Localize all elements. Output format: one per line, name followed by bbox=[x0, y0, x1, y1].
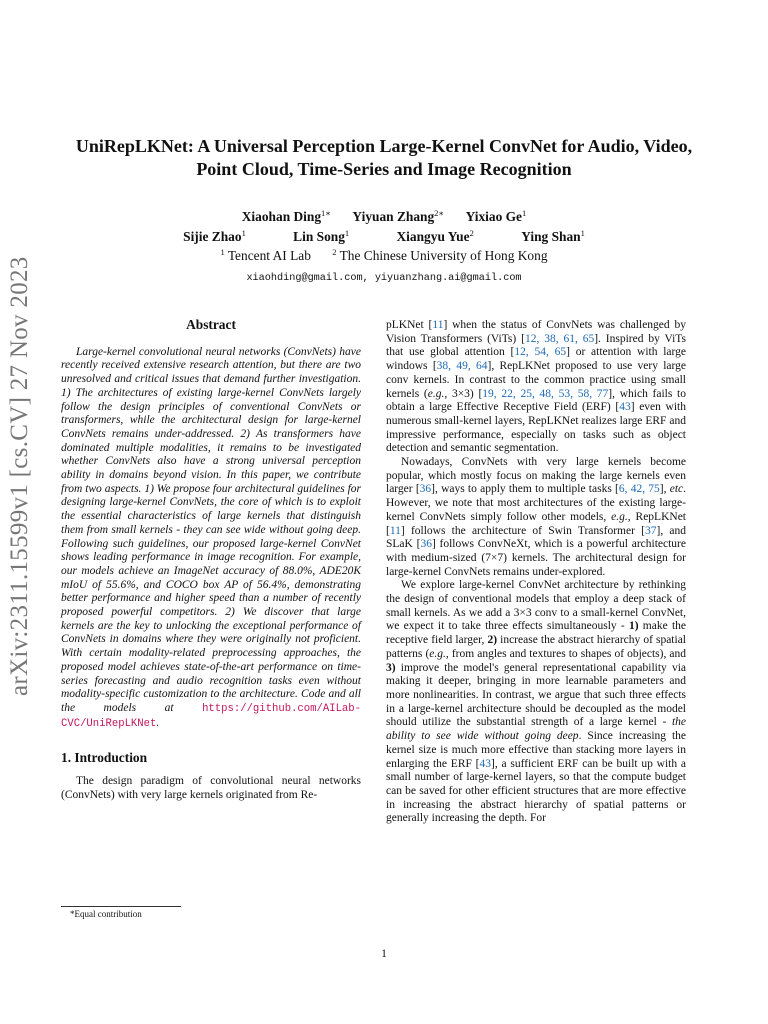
author-sup: 1∗ bbox=[321, 208, 332, 218]
citation-link[interactable]: 38, 49, 64 bbox=[436, 360, 488, 373]
paper-title bbox=[40, 135, 728, 181]
right-column bbox=[386, 319, 686, 826]
author-name: Yixiao Ge bbox=[465, 209, 522, 224]
affiliation-sup: 2 bbox=[332, 247, 337, 257]
author-emails: xiaohding@gmail.com, yiyuanzhang.ai@gmail.com bbox=[246, 272, 522, 284]
author-name: Xiaohan Ding bbox=[241, 209, 322, 224]
abstract-body: Large-kernel convolutional neural networks (ConvNets) have recently received extensive research attention, but there are two unresolved and critical issues that demand further investigation. 1) The architectures of existing large-kernel ConvNets largely follow the design principles of conventional ConvNets or transformers, while the architectural design for large-kernel ConvNets remains under-addressed. 2) As transformers have dominated multiple modalities, it remains to be investigated whether ConvNets also have a strong universal perception ability in domains beyond vision. In this paper, we contribute from two aspects. 1) We propose four architectural guidelines for designing large-kernel ConvNets, the core of which is to exploit the essential characteristics of large kernels that distinguish them from small kernels - they can see wide without going deep. Following such guidelines, our proposed large-kernel ConvNet shows leading performance in image recognition. For example, our models achieve an ImageNet accuracy of 88.0%, ADE20K mIoU of 55.6%, and COCO box AP of 56.4%, demonstrating better performance and higher speed than a number of recently proposed powerful competitors. 2) We discover that large kernels are the key to unlocking the exceptional performance of ConvNets in domains where they were originally not proficient. With certain modality-related preprocessing approaches, the proposed model achieves state-of-the-art performance on time-series forecasting and audio recognition tasks even without modality-specific customization to the architecture. Code and all the models at bbox=[61, 345, 361, 714]
citation-link[interactable]: 12, 38, 61, 65 bbox=[524, 332, 595, 345]
abstract-heading: Abstract bbox=[186, 317, 236, 332]
section-heading-introduction: 1. Introduction bbox=[61, 750, 148, 766]
affiliations bbox=[40, 246, 728, 266]
citation-link[interactable]: 43 bbox=[479, 757, 491, 770]
affiliation-sup: 1 bbox=[220, 247, 225, 257]
title-line-2: Point Cloud, Time-Series and Image Recognition bbox=[196, 159, 572, 179]
citation-link[interactable]: 11 bbox=[432, 319, 444, 331]
body-paragraph: We explore large-kernel ConvNet architecture by rethinking the design of conventional models that employ a deep stack of small kernels. As we add a 3×3 conv to a small-kernel ConvNet, we expect it to take three effects simultaneously - 1) make the receptive field larger, 2) increase the abstract hierarchy of spatial patterns (e.g., from angles and textures to shapes of objects), and 3) improve the model's general representational capability via making it deeper, bringing in more learnable parameters and more nonlinearities. In contrast, we argue that such three effects in a large-kernel architecture should be decoupled as the model should utilize the substantial strength of a large kernel - the ability to see wide without going deep. Since increasing the kernel size is much more effective than stacking more layers in enlarging the ERF [43], a sufficient ERF can be built up with a small number of large-kernel layers, so that the compute budget can be saved for other efficient structures that are more effective in increasing the abstract hierarchy of spatial patterns or generally increasing the depth. For bbox=[386, 579, 687, 825]
affiliation-1: Tencent AI Lab bbox=[227, 248, 311, 263]
citation-link[interactable]: 19, 22, 25, 48, 53, 58, 77 bbox=[482, 387, 609, 400]
citation-link[interactable]: 11 bbox=[389, 524, 401, 537]
citation-link[interactable]: 43 bbox=[619, 401, 631, 414]
body-paragraph: pLKNet [11] when the status of ConvNets was challenged by Vision Transformers (ViTs) [12, 38, 61, 65]. Inspired by ViTs that use global attention [12, 54, 65] or attention with large windows [38, 49, 64], RepLKNet proposed to use very large conv kernels. In contrast to the common practice using small kernels (e.g., 3×3) [19, 22, 25, 48, 53, 58, 77], which fails to obtain a large Effective Receptive Field (ERF) [43] even with numerous small-kernel layers, RepLKNet realizes large ERF and impressive performance, especially on tasks such as object detection and semantic segmentation. bbox=[386, 319, 687, 455]
abstract-text: Large-kernel convolutional neural networks (ConvNets) have recently received extensive research attention, but there are two unresolved and critical issues that demand further investigation. 1) The architectures of existing large-kernel ConvNets largely follow the design principles of conventional ConvNets or transformers, while the architectural design for large-kernel ConvNets remains under-addressed. 2) As transformers have dominated multiple modalities, it remains to be investigated whether ConvNets also have a strong universal perception ability in domains beyond vision. In this paper, we contribute from two aspects. 1) We propose four architectural guidelines for designing large-kernel ConvNets, the core of which is to exploit the essential characteristics of large kernels that distinguish them from small kernels - they can see wide without going deep. Following such guidelines, our proposed large-kernel ConvNet shows leading performance in image recognition. For example, our models achieve an ImageNet accuracy of 88.0%, ADE20K mIoU of 55.6%, and COCO box AP of 56.4%, demonstrating better performance and higher speed than a number of recently proposed powerful competitors. 2) We discover that large kernels are the key to unlocking the exceptional performance of ConvNets in domains where they were originally not proficient. With certain modality-related preprocessing approaches, the proposed model achieves state-of-the-art performance on time-series forecasting and audio recognition tasks even without modality-specific customization to the architecture. Code and all the models at https://github.com/AILab-CVC/UniRepLKNet. bbox=[61, 345, 361, 730]
author-sup: 2 bbox=[469, 227, 474, 238]
intro-paragraph: The design paradigm of convolutional neural networks (ConvNets) with very large kernels originated from Re- bbox=[61, 775, 361, 801]
author-name: Yiyuan Zhang bbox=[352, 209, 435, 224]
author-name: Lin Song bbox=[293, 228, 345, 244]
author-sup: 1 bbox=[580, 227, 585, 238]
citation-link[interactable]: 12, 54, 65 bbox=[514, 346, 567, 359]
author-name: Xiangyu Yue bbox=[396, 228, 470, 244]
author-sup: 1 bbox=[241, 227, 246, 238]
author-name: Ying Shan bbox=[521, 228, 581, 244]
author-sup: 1 bbox=[344, 227, 350, 238]
author-name: Sijie Zhao bbox=[183, 228, 242, 244]
footnote-rule bbox=[61, 906, 181, 907]
citation-link[interactable]: 36 bbox=[419, 483, 432, 496]
citation-link[interactable]: 6, 42, 75 bbox=[618, 483, 660, 496]
author-sup: 1 bbox=[521, 208, 527, 218]
footnote: *Equal contribution bbox=[70, 909, 142, 919]
title-line-1: UniRepLKNet: A Universal Perception Large-Kernel ConvNet for Audio, Video, bbox=[75, 136, 693, 156]
citation-link[interactable]: 36 bbox=[420, 538, 432, 551]
body-paragraph: Nowadays, ConvNets with very large kernels become popular, which mostly focus on making the large kernels even larger [36], ways to apply them to multiple tasks [6, 42, 75], etc. However, we note that most architectures of the existing large-kernel ConvNets simply follow other models, e.g., RepLKNet [11] follows the architecture of Swin Transformer [37], and SLaK [36] follows ConvNeXt, which is a powerful architecture with medium-sized (7×7) kernels. The architectural design for large-kernel ConvNets remains under-explored. bbox=[386, 456, 687, 578]
author-sup: 2∗ bbox=[434, 208, 445, 218]
author-block bbox=[40, 207, 728, 288]
code-link[interactable]: https://github.com/AILab-CVC/UniRepLKNet bbox=[61, 702, 361, 730]
arxiv-stamp: arXiv:2311.15599v1 [cs.CV] 27 Nov 2023 bbox=[6, 256, 33, 696]
affiliation-2: The Chinese University of Hong Kong bbox=[339, 248, 548, 263]
page-number: 1 bbox=[381, 948, 387, 960]
left-column bbox=[61, 318, 361, 803]
author-row-1 bbox=[40, 207, 728, 227]
author-row-2 bbox=[40, 227, 728, 247]
citation-link[interactable]: 37 bbox=[644, 524, 657, 537]
